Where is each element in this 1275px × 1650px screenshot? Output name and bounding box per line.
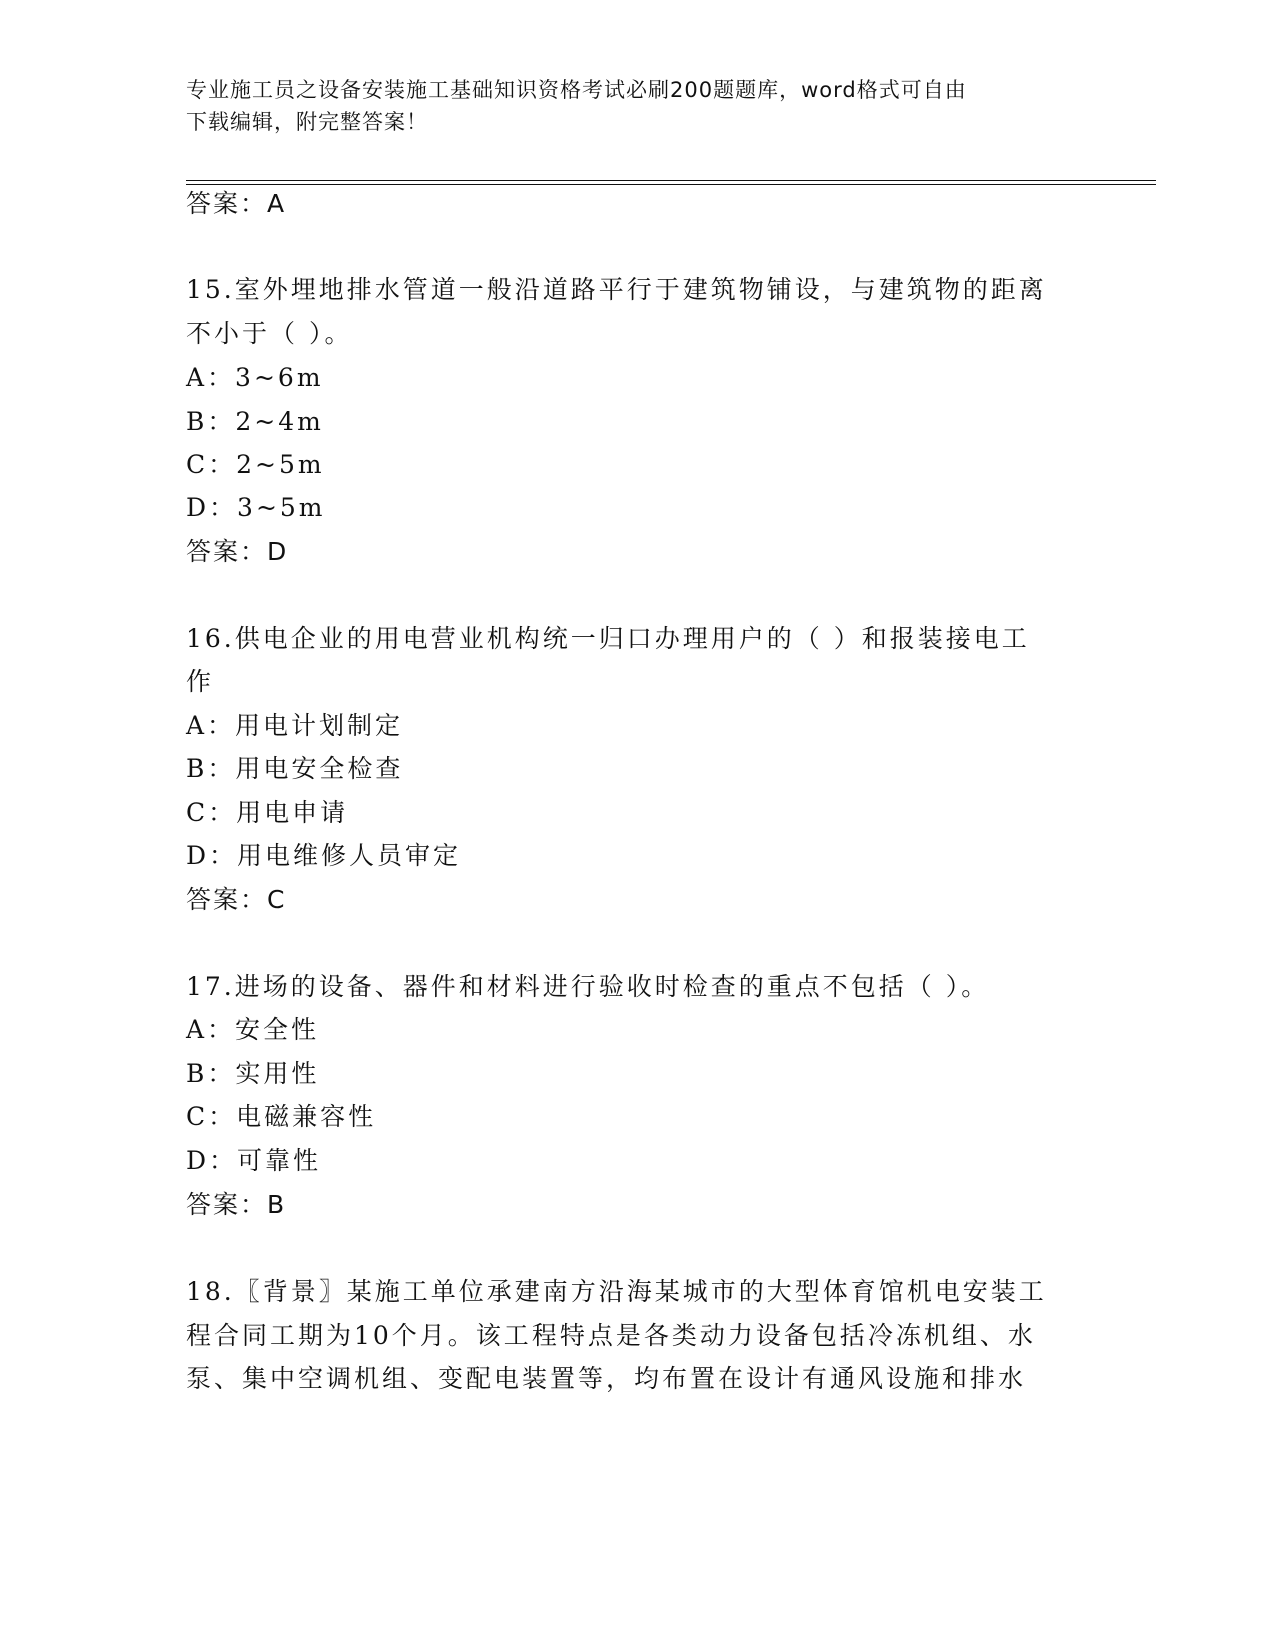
q16-option-c: C：用电申请 [186, 798, 349, 827]
previous-answer: 答案：A [186, 189, 287, 218]
q17-option-a: A：安全性 [186, 1015, 320, 1044]
document-header [186, 74, 1066, 138]
header-line-2: 下载编辑，附完整答案！ [186, 110, 428, 134]
q15-text-line-1: 15.室外埋地排水管道一般沿道路平行于建筑物铺设，与建筑物的距离 [186, 275, 1047, 304]
q18-text-line-1: 18.〖背景〗某施工单位承建南方沿海某城市的大型体育馆机电安装工 [186, 1277, 1047, 1306]
q18-text-line-3: 泵、集中空调机组、变配电装置等，均布置在设计有通风设施和排水 [186, 1364, 1027, 1393]
q17-option-b: B：实用性 [186, 1059, 320, 1088]
q15-answer: 答案：D [186, 537, 289, 566]
q16-text-line-1: 16.供电企业的用电营业机构统一归口办理用户的（ ）和报装接电工 [186, 624, 1030, 653]
q15-option-b: B：2~4m [186, 407, 324, 436]
q16-option-b: B：用电安全检查 [186, 754, 404, 783]
q17-text-line-1: 17.进场的设备、器件和材料进行验收时检查的重点不包括（ ）。 [186, 972, 990, 1001]
q17-option-d: D：可靠性 [186, 1146, 322, 1175]
q17-option-c: C：电磁兼容性 [186, 1102, 377, 1131]
q15-option-d: D：3~5m [186, 493, 326, 522]
q16-option-d: D：用电维修人员审定 [186, 841, 462, 870]
header-line-1: 专业施工员之设备安装施工基础知识资格考试必刷200题题库，word格式可自由 [186, 78, 967, 102]
header-rule-top [186, 180, 1156, 181]
header-rule-bottom [186, 184, 1156, 185]
q16-option-a: A：用电计划制定 [186, 711, 404, 740]
q18-text-line-2: 程合同工期为10个月。该工程特点是各类动力设备包括冷冻机组、水 [186, 1321, 1036, 1350]
q16-answer: 答案：C [186, 885, 287, 914]
q15-option-c: C：2~5m [186, 450, 325, 479]
q15-text-line-2: 不小于（ ）。 [186, 319, 353, 348]
q16-text-line-2: 作 [186, 667, 215, 696]
q17-answer: 答案：B [186, 1190, 287, 1219]
q15-option-a: A：3~6m [186, 363, 324, 392]
